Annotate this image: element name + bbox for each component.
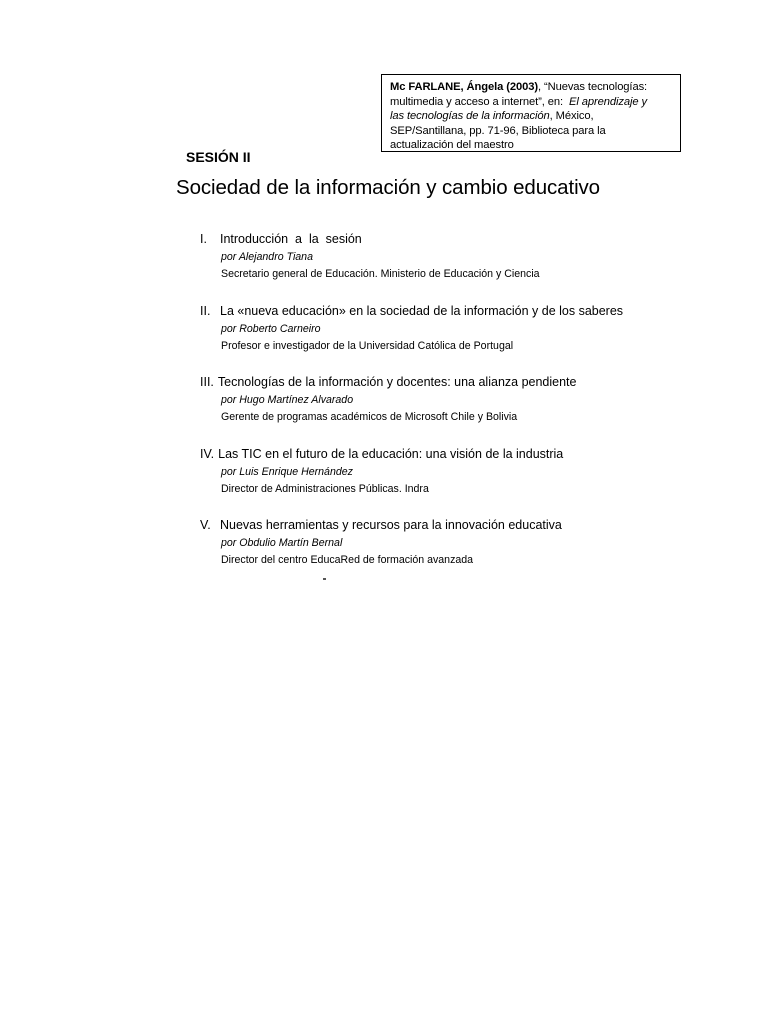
citation-book-title-start: El aprendizaje y <box>569 95 648 108</box>
session-author: por Obdulio Martín Bernal <box>221 537 343 549</box>
session-heading <box>200 230 362 248</box>
session-title: Nuevas herramientas y recursos para la innovación educativa <box>220 518 562 532</box>
session-title: La «nueva educación» en la sociedad de la información y de los saberes <box>220 303 624 318</box>
session-author: por Roberto Carneiro <box>221 322 321 335</box>
citation-place: , México, <box>549 110 594 122</box>
session-item <box>200 516 660 588</box>
session-title: Las TIC en el futuro de la educación: una visión de la industria <box>218 446 564 461</box>
citation-author-year: Mc FARLANE, Ángela (2003) <box>390 81 538 93</box>
session-title: Tecnologías de la información y docentes: una alianza pendiente <box>217 375 577 389</box>
session-author: por Hugo Martínez Alvarado <box>221 394 354 406</box>
citation-line-3 <box>390 109 680 124</box>
session-author: por Luis Enrique Hernández <box>221 465 353 478</box>
citation-title-start: , “Nuevas tecnologías: <box>537 81 648 93</box>
citation-line-1 <box>390 80 680 95</box>
session-heading <box>200 516 562 534</box>
session-author-role: Profesor e investigador de la Universidad Católica de Portugal <box>221 339 514 352</box>
session-numeral: I. <box>200 232 207 246</box>
session-item <box>200 445 660 517</box>
citation-line-4: SEP/Santillana, pp. 71-96, Biblioteca para la <box>390 124 606 137</box>
session-label: SESIÓN II <box>186 149 251 165</box>
session-author-role: Director del centro EducaRed de formación avanzada <box>221 554 474 566</box>
citation-line-2 <box>390 95 680 110</box>
session-numeral: IV. <box>200 446 215 461</box>
session-heading <box>200 302 623 320</box>
session-title: Introducción a la sesión <box>220 232 362 246</box>
session-numeral: III. <box>200 375 214 389</box>
page-title: Sociedad de la información y cambio educativo <box>176 176 600 199</box>
citation-title-end: multimedia y acceso a internet”, en: <box>390 95 563 108</box>
stray-mark <box>323 578 326 580</box>
session-item <box>200 373 660 445</box>
session-list <box>200 230 660 588</box>
session-heading <box>200 373 576 391</box>
citation-book-title-end: las tecnologías de la información <box>390 110 550 122</box>
session-numeral: V. <box>200 518 211 532</box>
session-item <box>200 230 660 302</box>
session-numeral: II. <box>200 303 211 318</box>
session-author: por Alejandro Tiana <box>221 251 313 263</box>
citation-box <box>381 74 681 152</box>
session-author-role: Secretario general de Educación. Ministerio de Educación y Ciencia <box>221 268 540 280</box>
session-heading <box>200 445 563 463</box>
session-author-role: Director de Administraciones Públicas. Indra <box>221 482 429 495</box>
session-item <box>200 302 660 374</box>
session-author-role: Gerente de programas académicos de Microsoft Chile y Bolivia <box>221 411 518 423</box>
citation-line-5: actualización del maestro <box>390 139 514 151</box>
